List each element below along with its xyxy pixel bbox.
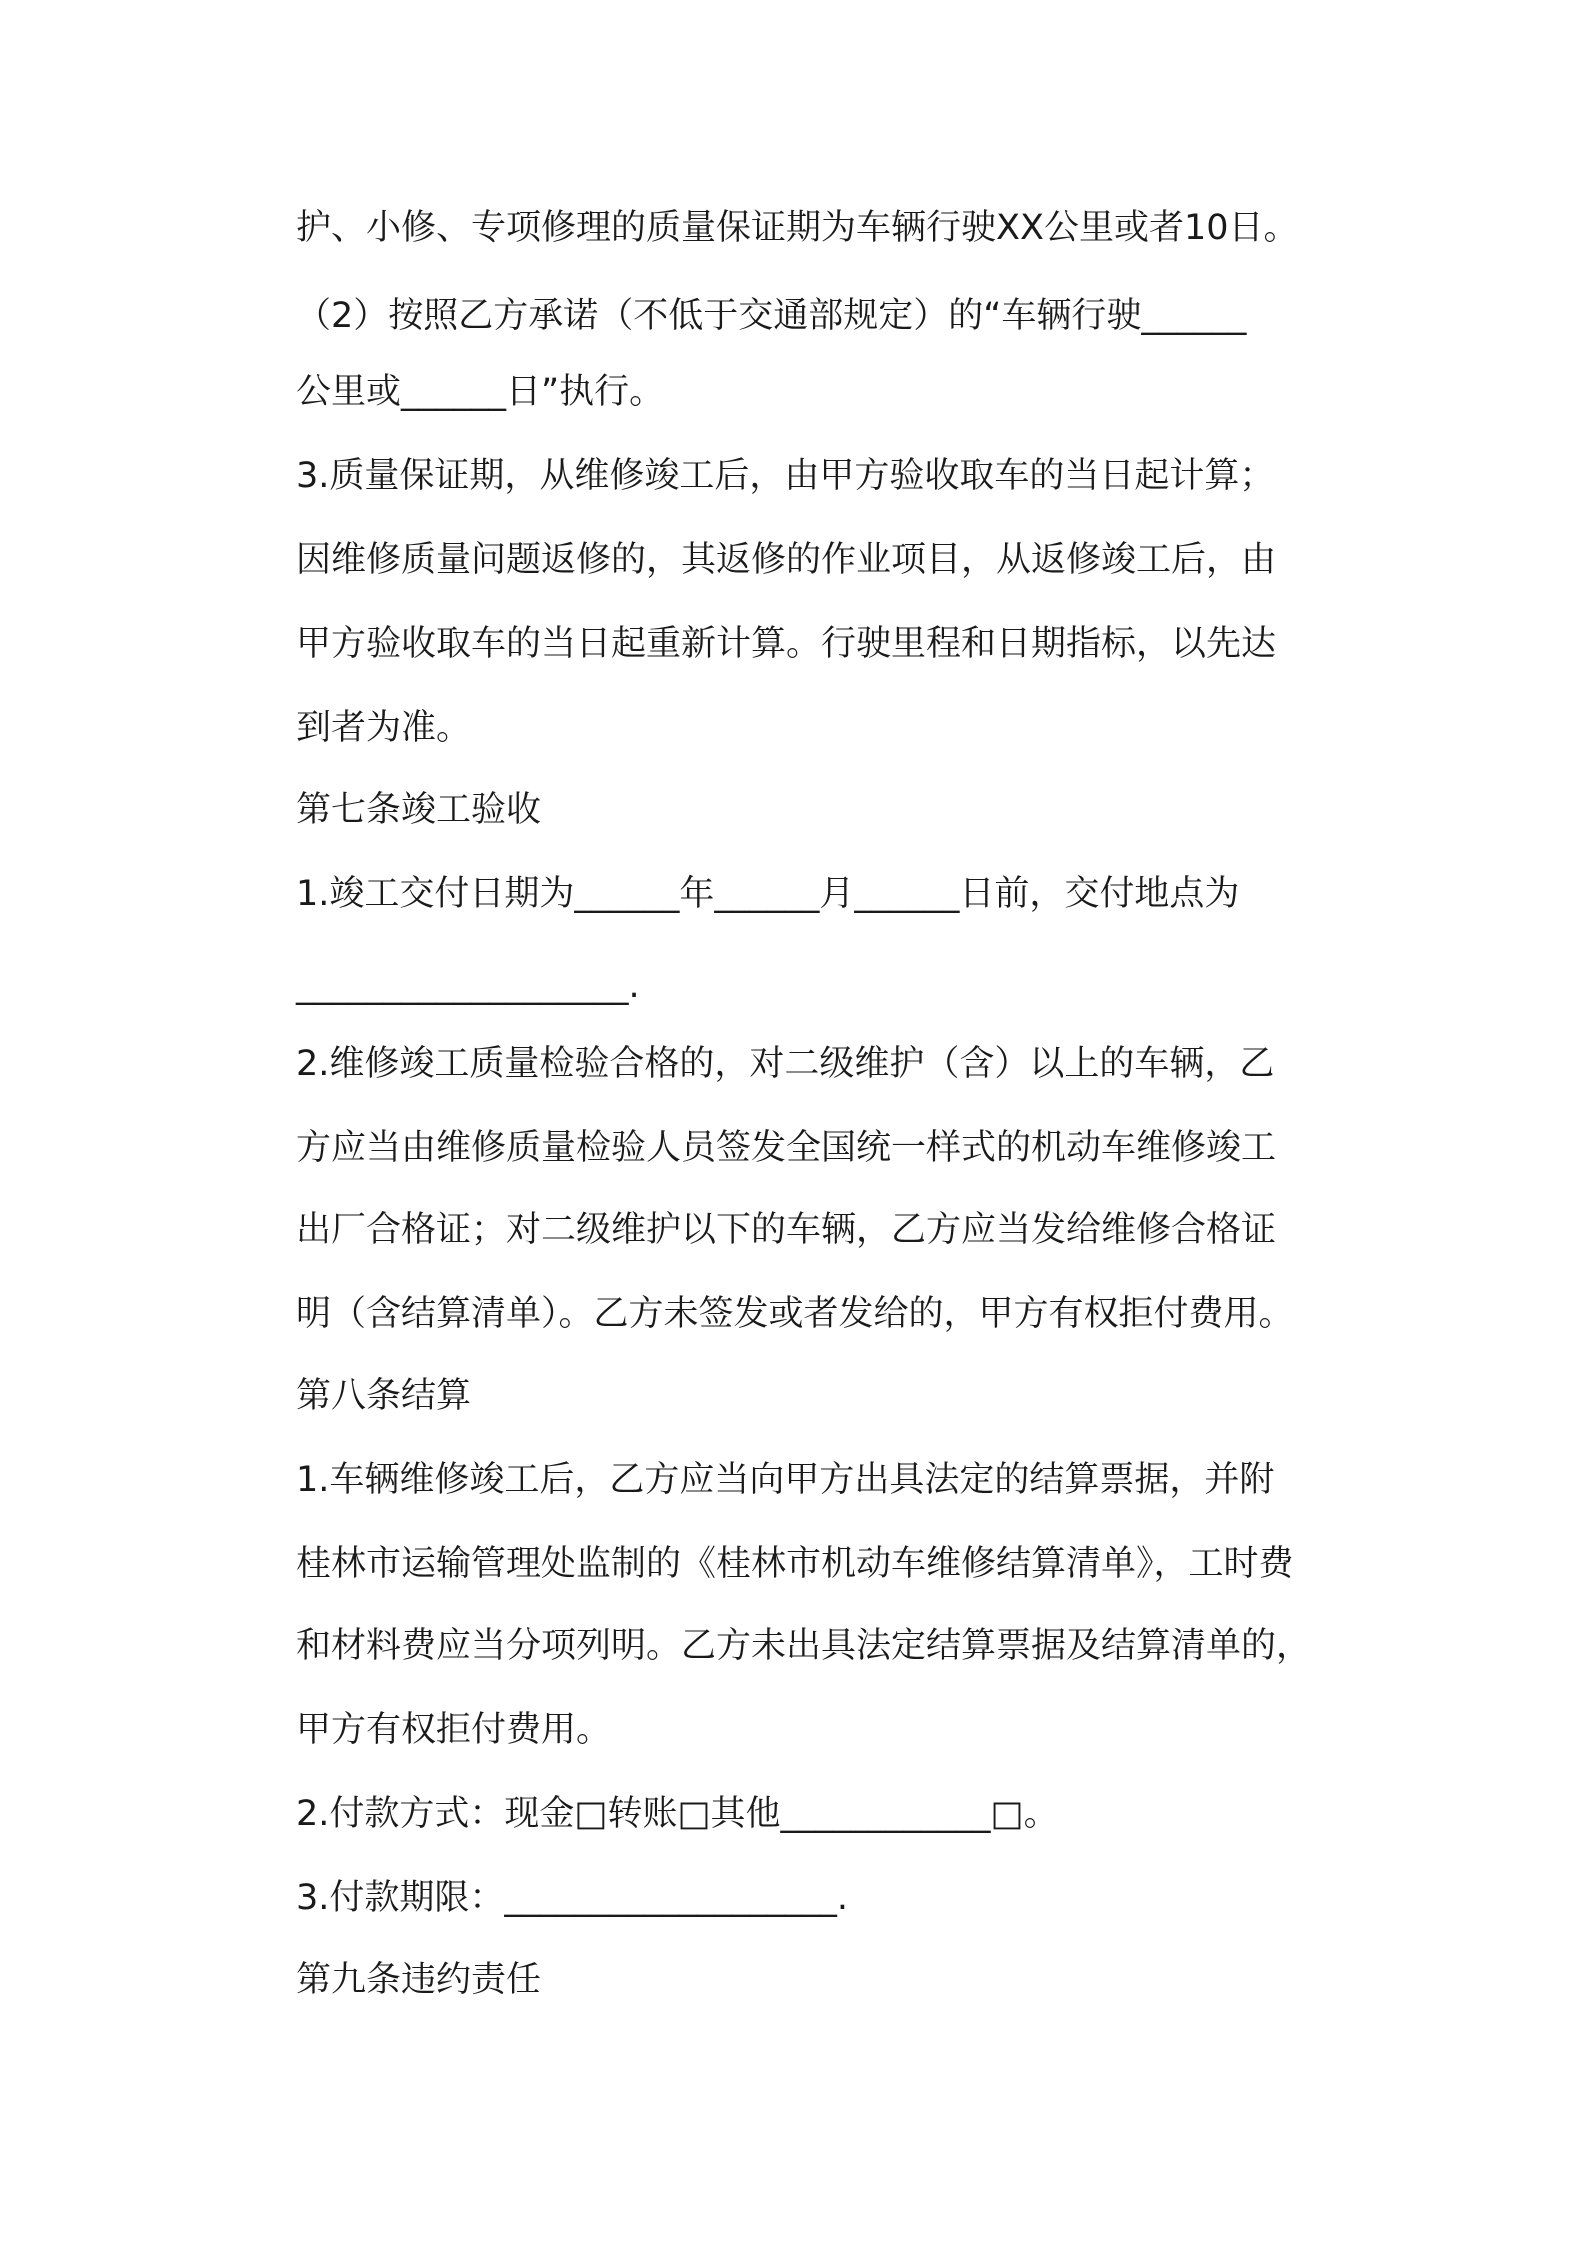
paragraph-line: 护、小修、专项修理的质量保证期为车辆行驶XX公里或者10日。 — [296, 208, 1299, 248]
paragraph-line: 1.车辆维修竣工后，乙方应当向甲方出具法定的结算票据，并附 — [296, 1460, 1275, 1500]
payment-deadline-line: 3.付款期限：___________________. — [296, 1878, 849, 1918]
paragraph-line: 因维修质量问题返修的，其返修的作业项目，从返修竣工后，由 — [296, 540, 1277, 580]
paragraph-line: （2）按照乙方承诺（不低于交通部规定）的“车辆行驶______ — [296, 296, 1247, 336]
paragraph-line: 公里或______日”执行。 — [296, 372, 665, 412]
paragraph-line: 出厂合格证；对二级维护以下的车辆，乙方应当发给维修合格证 — [296, 1210, 1277, 1250]
paragraph-line: 甲方验收取车的当日起重新计算。行驶里程和日期指标，以先达 — [296, 624, 1277, 664]
paragraph-line: 桂林市运输管理处监制的《桂林市机动车维修结算清单》，工时费 — [296, 1544, 1294, 1584]
paragraph-line: 方应当由维修质量检验人员签发全国统一样式的机动车维修竣工 — [296, 1128, 1277, 1168]
paragraph-line: 2.维修竣工质量检验合格的，对二级维护（含）以上的车辆，乙 — [296, 1044, 1275, 1084]
paragraph-line: 明（含结算清单）。乙方未签发或者发给的，甲方有权拒付费用。 — [296, 1294, 1294, 1334]
payment-method-line: 2.付款方式：现金□转账□其他____________□。 — [296, 1794, 1059, 1834]
paragraph-line: 到者为准。 — [296, 708, 472, 748]
paragraph-line: 甲方有权拒付费用。 — [296, 1710, 612, 1750]
paragraph-line: 和材料费应当分项列明。乙方未出具法定结算票据及结算清单的， — [296, 1626, 1312, 1666]
section-heading-article-9: 第九条违约责任 — [296, 1960, 542, 2000]
section-heading-article-7: 第七条竣工验收 — [296, 790, 542, 830]
blank-fill-line: ___________________. — [296, 966, 640, 1006]
paragraph-line: 1.竣工交付日期为______年______月______日前，交付地点为 — [296, 874, 1240, 914]
section-heading-article-8: 第八条结算 — [296, 1376, 472, 1416]
paragraph-line: 3.质量保证期，从维修竣工后，由甲方验收取车的当日起计算； — [296, 456, 1275, 496]
